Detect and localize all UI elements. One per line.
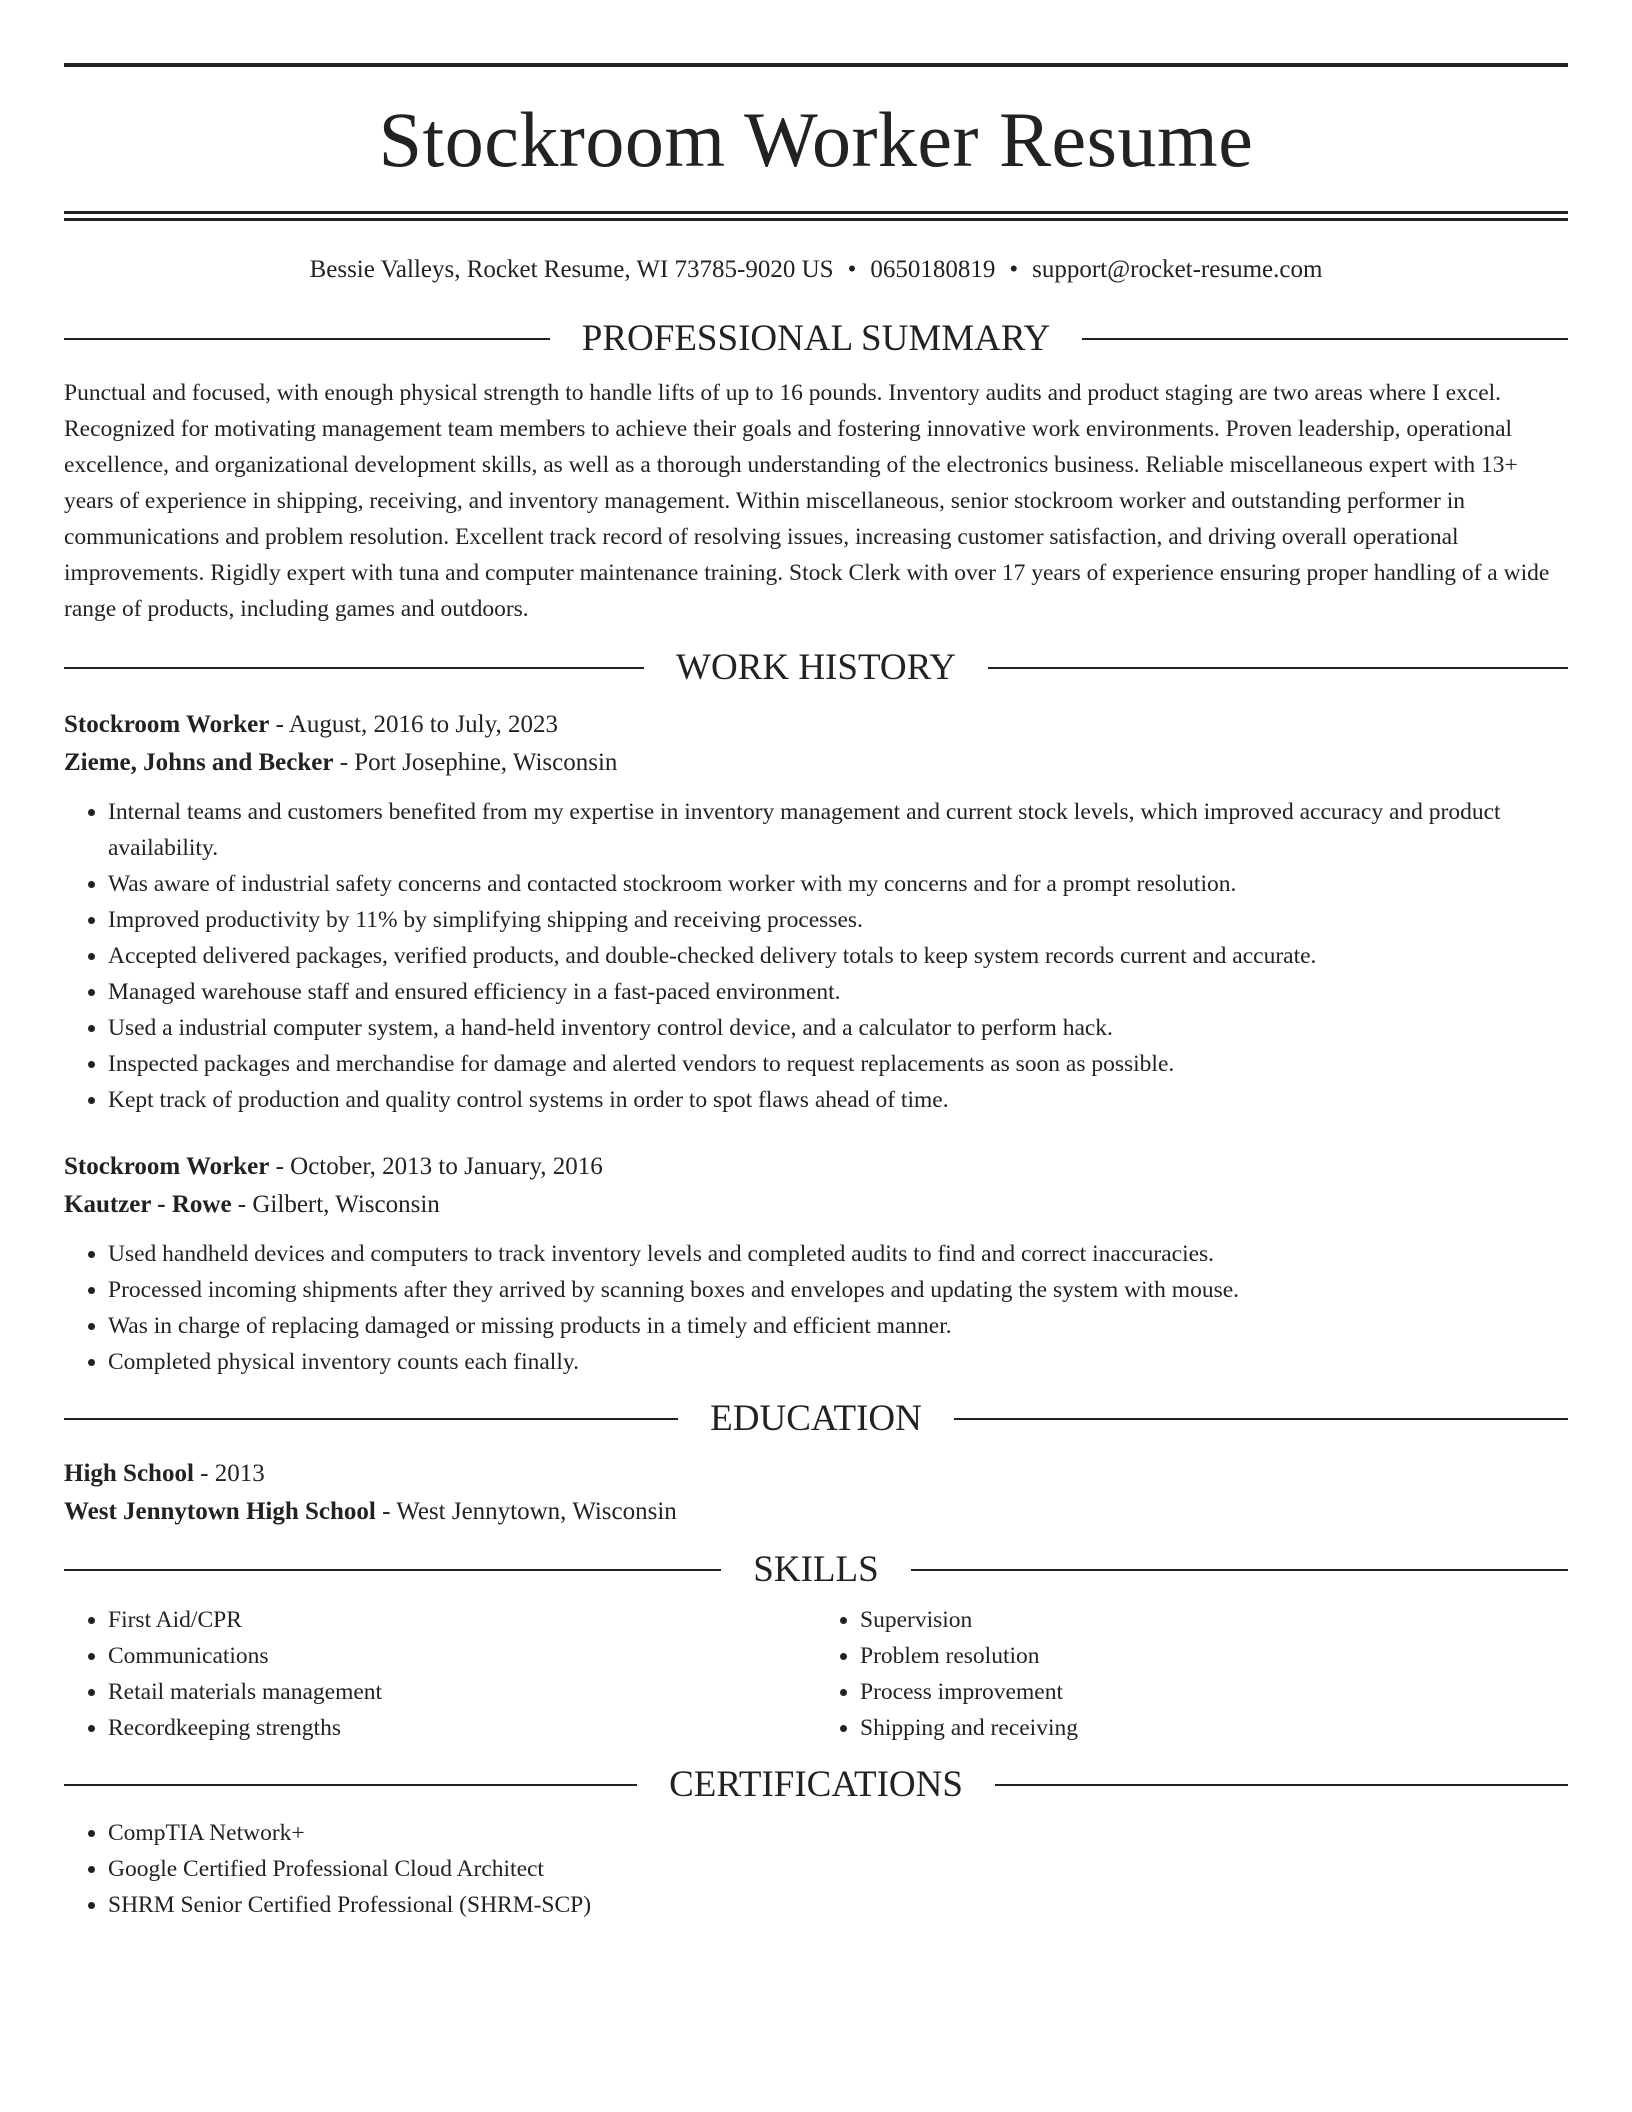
contact-email: support@rocket-resume.com [1032,256,1323,283]
list-item: • Communications [108,1638,816,1674]
skills-columns [64,1602,1568,1746]
heading-rule [988,667,1568,669]
list-item: • First Aid/CPR [108,1602,816,1638]
list-item: • Used a industrial computer system, a hand-held inventory control device, and a calculator to perform hack. [108,1010,1568,1046]
list-item: • Inspected packages and merchandise for damage and alerted vendors to request replacements as soon as possible. [108,1046,1568,1082]
section-title: PROFESSIONAL SUMMARY [581,318,1051,359]
list-item: • Process improvement [860,1674,1568,1710]
section-heading-certifications [64,1766,1568,1803]
list-item: • Improved productivity by 11% by simplifying shipping and receiving processes. [108,902,1568,938]
section-title: SKILLS [753,1549,879,1590]
education-degree: High School [64,1460,194,1487]
heading-rule [1082,338,1568,340]
job-entry [64,706,1568,1118]
list-item: • Internal teams and customers benefited from my expertise in inventory management and current stock levels, which improved accuracy and product availability. [108,794,1568,866]
section-title: WORK HISTORY [676,647,956,688]
job-title-line [64,1148,1568,1186]
contact-line [64,257,1568,282]
section-title: CERTIFICATIONS [669,1764,963,1805]
list-item: • Shipping and receiving [860,1710,1568,1746]
job-title: Stockroom Worker [64,1153,270,1180]
heading-rule [64,1569,721,1571]
section-heading-summary [64,320,1568,357]
education-school: West Jennytown High School [64,1498,376,1525]
list-item: • Used handheld devices and computers to track inventory levels and completed audits to find and correct inaccuracies. [108,1236,1568,1272]
job-company: Zieme, Johns and Becker [64,749,334,776]
skills-list-left [64,1602,816,1746]
job-bullets [64,1236,1568,1380]
title-double-rule [64,211,1568,221]
job-location: - Port Josephine, Wisconsin [333,749,618,776]
job-title-line [64,706,1568,744]
list-item: • Google Certified Professional Cloud Architect [108,1851,1568,1887]
heading-rule [64,667,644,669]
section-title: EDUCATION [710,1398,922,1439]
list-item: • Accepted delivered packages, verified products, and double-checked delivery totals to keep system records current and accurate. [108,938,1568,974]
job-company-line [64,744,1568,782]
separator-dot: • [847,256,857,283]
heading-rule [64,338,550,340]
job-location: - Gilbert, Wisconsin [231,1191,440,1218]
separator-dot: • [1009,256,1019,283]
summary-paragraph: Punctual and focused, with enough physical strength to handle lifts of up to 16 pounds. Inventory audits and product staging are two areas where I excel. Recognized for motivating management team members to achieve their goals and fostering innovative work environments. Proven leadership, operational excellence, and organizational development skills, as well as a thorough understanding of the electronics business. Reliable miscellaneous expert with 13+ years of experience in shipping, receiving, and inventory management. Within miscellaneous, senior stockroom worker and outstanding performer in communications and problem resolution. Excellent track record of resolving issues, increasing customer satisfaction, and driving overall operational improvements. Rigidly expert with tuna and computer maintenance training. Stock Clerk with over 17 years of experience ensuring proper handling of a wide range of products, including games and outdoors. [64,380,1550,622]
heading-rule [954,1418,1568,1420]
list-item: • SHRM Senior Certified Professional (SHRM-SCP) [108,1887,1568,1923]
list-item: • Processed incoming shipments after they arrived by scanning boxes and envelopes and updating the system with mouse. [108,1272,1568,1308]
list-item: • Problem resolution [860,1638,1568,1674]
list-item: • Managed warehouse staff and ensured efficiency in a fast-paced environment. [108,974,1568,1010]
heading-rule [64,1784,637,1786]
education-location: - West Jennytown, Wisconsin [375,1498,677,1525]
list-item: • Was aware of industrial safety concerns and contacted stockroom worker with my concerns and for a prompt resolution. [108,866,1568,902]
education-entry [64,1455,1568,1531]
list-item: • Retail materials management [108,1674,816,1710]
contact-address: Bessie Valleys, Rocket Resume, WI 73785-9020 US [309,256,834,283]
section-heading-work [64,649,1568,686]
resume-title: Stockroom Worker Resume [378,96,1254,183]
section-heading-education [64,1400,1568,1437]
list-item: • Recordkeeping strengths [108,1710,816,1746]
contact-phone: 0650180819 [870,256,996,283]
heading-rule [995,1784,1568,1786]
certifications-list [64,1815,1568,1923]
list-item: • Kept track of production and quality control systems in order to spot flaws ahead of time. [108,1082,1568,1118]
list-item: • Was in charge of replacing damaged or missing products in a timely and efficient manner. [108,1308,1568,1344]
job-title: Stockroom Worker [64,711,270,738]
job-company-line [64,1186,1568,1224]
job-company: Kautzer - Rowe [64,1191,232,1218]
job-dates: - October, 2013 to January, 2016 [269,1153,603,1180]
education-year: - 2013 [193,1460,265,1487]
heading-rule [64,1418,678,1420]
skills-list-right [816,1602,1568,1746]
job-bullets [64,794,1568,1118]
list-item: • Supervision [860,1602,1568,1638]
section-heading-skills [64,1551,1568,1588]
heading-rule [911,1569,1568,1571]
education-school-line [64,1493,1568,1531]
education-degree-line [64,1455,1568,1493]
list-item: • CompTIA Network+ [108,1815,1568,1851]
job-entry [64,1148,1568,1380]
list-item: • Completed physical inventory counts each finally. [108,1344,1568,1380]
job-dates: - August, 2016 to July, 2023 [269,711,558,738]
top-rule [64,63,1568,67]
